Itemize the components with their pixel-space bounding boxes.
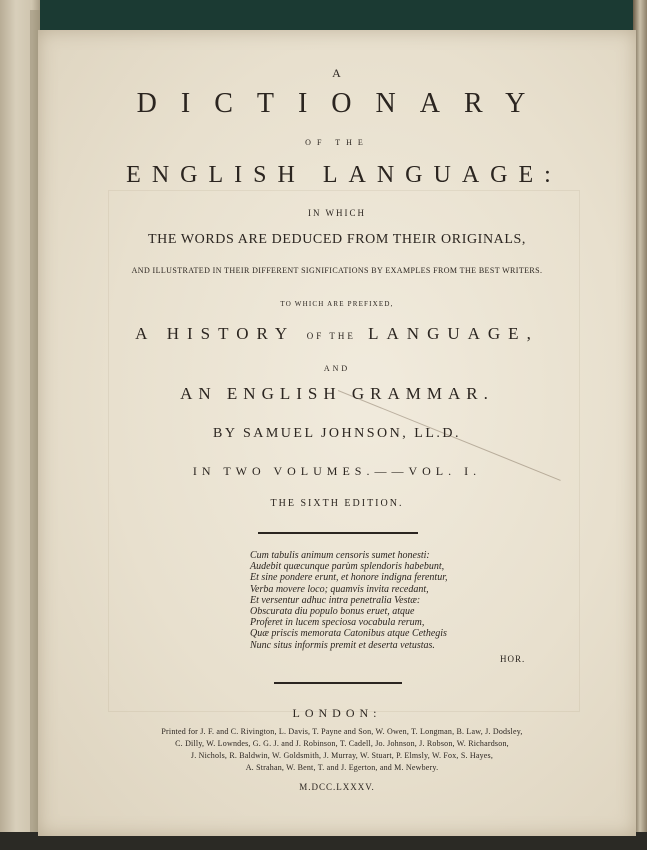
epigraph-line: Verba movere loco; quamvis invita recedant, [250, 583, 429, 595]
printers-line: Printed for J. F. and C. Rivington, L. Davis, T. Payne and Son, W. Owen, T. Longman, B. Law, J. Dodsley, [161, 727, 523, 736]
imprint-printers [90, 726, 594, 774]
epigraph-line: Proferet in lucem speciosa vocabula rerum, [250, 617, 425, 629]
printers-line: J. Nichols, R. Baldwin, W. Goldsmith, J. Murray, W. Stuart, P. Elmsly, W. Fox, S. Hayes, [190, 751, 494, 760]
divider-rule-bottom [274, 682, 402, 684]
title-english-language: ENGLISH LANGUAGE: [126, 162, 562, 188]
epigraph-line: Et versentur adhuc intra penetralia Vestæ: [250, 594, 421, 606]
epigraph-line: Nunc situs informis premit et deserta vetustas. [250, 639, 435, 651]
subtitle-prefixed: TO WHICH ARE PREFIXED, [280, 300, 394, 308]
subtitle-history [38, 324, 636, 344]
subtitle-in-which: IN WHICH [307, 208, 367, 218]
subtitle-words-deduced: THE WORDS ARE DEDUCED FROM THEIR ORIGINALS, [147, 232, 526, 247]
printers-line: C. Dilly, W. Lowndes, G. G. J. and J. Robinson, T. Cadell, Jo. Johnson, J. Robson, W. Richardson, [175, 739, 509, 748]
epigraph-line: Obscurata diu populo bonus eruet, atque [250, 606, 415, 618]
epigraph-line: Cum tabulis animum censoris sumet honesti: [250, 550, 430, 561]
history-language: LANGUAGE, [368, 324, 539, 343]
printers-line: A. Strahan, W. Bent, T. and J. Egerton, and M. Newbery. [245, 763, 439, 772]
history-of-the: OF THE [306, 331, 356, 341]
subtitle-illustrated: AND ILLUSTRATED IN THEIR DIFFERENT SIGNIFICATIONS BY EXAMPLES FROM THE BEST WRITERS. [131, 266, 543, 275]
history-a: A HISTORY [135, 324, 295, 343]
subtitle-and: AND [323, 364, 351, 373]
epigraph-line: Quæ priscis memorata Catonibus atque Cethegis [250, 628, 447, 640]
author-line: BY SAMUEL JOHNSON, LL.D. [213, 426, 461, 441]
epigraph-attribution: HOR. [500, 654, 526, 664]
title-dictionary: DICTIONARY [136, 88, 550, 119]
volumes-line: IN TWO VOLUMES.——VOL. I. [192, 464, 482, 478]
imprint-date: M.DCC.LXXXV. [299, 782, 375, 792]
epigraph-line: Audebit quæcunque parùm splendoris habebunt, [250, 561, 445, 573]
subtitle-grammar: AN ENGLISH GRAMMAR. [180, 384, 494, 403]
title-article: A [332, 66, 342, 80]
divider-rule-top [258, 532, 418, 534]
title-page [38, 30, 636, 836]
imprint-city: LONDON: [292, 706, 382, 720]
epigraph [250, 550, 530, 664]
epigraph-line: Et sine pondere erunt, et honore indigna ferentur, [250, 572, 448, 584]
title-of-the: OF THE [305, 138, 369, 147]
edition-line: THE SIXTH EDITION. [270, 498, 404, 509]
